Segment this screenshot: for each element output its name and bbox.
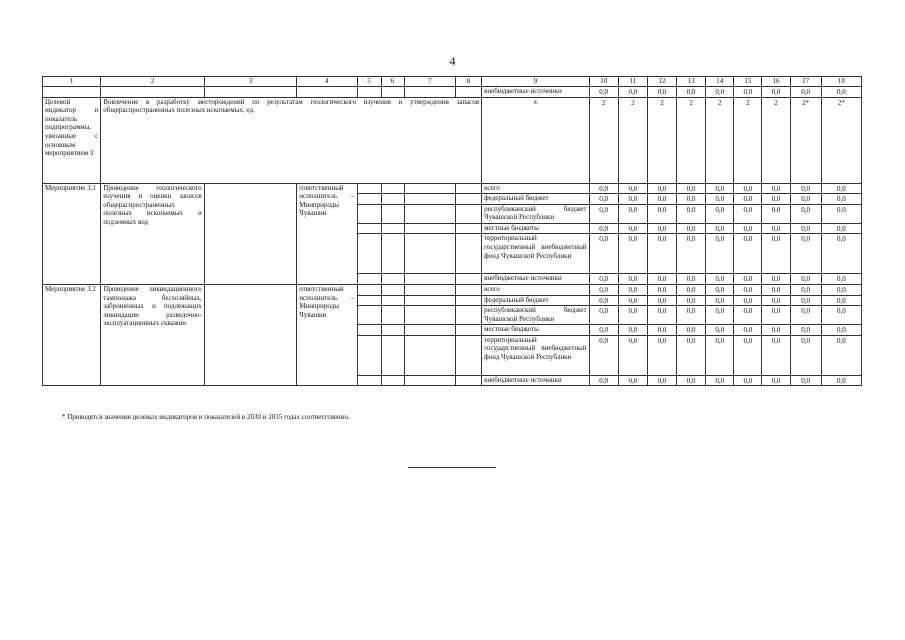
source-name: территориальный государственный внебюджетный фонд Чувашской Республики xyxy=(482,335,590,375)
value-cell: 0,0 xyxy=(821,204,861,223)
empty-cell xyxy=(455,284,481,295)
source-name: внебюджетные источники xyxy=(482,87,590,98)
empty-cell xyxy=(381,183,404,194)
footnote: * Приводятся значения целевых индикаторов и показателей в 2030 и 2035 годах соответственно. xyxy=(62,413,350,421)
measure-row xyxy=(43,183,862,194)
value-cell: 0,0 xyxy=(790,306,821,325)
empty-cell xyxy=(357,375,381,386)
empty-cell xyxy=(357,183,381,194)
value-cell: 0,0 xyxy=(706,284,734,295)
value-cell: 0,0 xyxy=(734,335,762,375)
value-cell: 0,0 xyxy=(589,223,618,234)
value-cell: 0,0 xyxy=(647,234,676,274)
source-name: внебюджетные источники xyxy=(482,375,590,386)
empty-cell xyxy=(455,306,481,325)
value-cell: 0,0 xyxy=(647,194,676,205)
column-number: 1 xyxy=(43,77,101,87)
empty-cell xyxy=(357,306,381,325)
column-number: 4 xyxy=(297,77,357,87)
value-cell: 0,0 xyxy=(677,204,706,223)
value-cell: 0,0 xyxy=(647,335,676,375)
indicator-value: 2 xyxy=(706,97,734,183)
value-cell: 0,0 xyxy=(790,204,821,223)
value-cell: 0,0 xyxy=(618,325,647,336)
indicator-description: Вовлечение в разработку месторождений по результатам геологического изучения и утверждения запасов общераспространенных полезных ископаемых, ед. xyxy=(101,97,482,183)
value-cell: 0,0 xyxy=(706,183,734,194)
value-cell: 0,0 xyxy=(706,87,734,98)
value-cell: 0,0 xyxy=(706,274,734,285)
value-cell: 0,0 xyxy=(677,325,706,336)
value-cell: 0,0 xyxy=(821,325,861,336)
value-cell: 0,0 xyxy=(618,183,647,194)
program-table xyxy=(42,76,862,386)
empty-cell xyxy=(381,194,404,205)
value-cell: 0,0 xyxy=(589,274,618,285)
source-name: внебюджетные источники xyxy=(482,274,590,285)
empty-cell xyxy=(404,284,455,295)
source-name: республиканский бюджет Чувашской Республики xyxy=(482,204,590,223)
empty-cell xyxy=(357,87,381,98)
value-cell: 0,0 xyxy=(821,306,861,325)
empty-cell xyxy=(357,223,381,234)
column-number: 5 xyxy=(357,77,381,87)
value-cell: 0,0 xyxy=(821,274,861,285)
value-cell: 0,0 xyxy=(647,375,676,386)
empty-cell xyxy=(381,223,404,234)
empty-cell xyxy=(404,325,455,336)
value-cell: 0,0 xyxy=(618,284,647,295)
empty-cell xyxy=(204,183,296,284)
column-number: 13 xyxy=(677,77,706,87)
value-cell: 0,0 xyxy=(706,335,734,375)
empty-cell xyxy=(455,234,481,274)
empty-cell xyxy=(455,223,481,234)
source-name: территориальный государственный внебюджетный фонд Чувашской Республики xyxy=(482,234,590,274)
value-cell: 0,0 xyxy=(762,284,790,295)
measure-label: Мероприятие 3.2 xyxy=(43,284,101,385)
value-cell: 0,0 xyxy=(589,335,618,375)
value-cell: 0,0 xyxy=(821,87,861,98)
value-cell: 0,0 xyxy=(589,375,618,386)
empty-cell xyxy=(455,183,481,194)
value-cell: 0,0 xyxy=(734,295,762,306)
value-cell: 0,0 xyxy=(734,274,762,285)
value-cell: 0,0 xyxy=(647,306,676,325)
value-cell: 0,0 xyxy=(677,306,706,325)
column-number: 9 xyxy=(482,77,590,87)
value-cell: 0,0 xyxy=(647,284,676,295)
value-cell: 0,0 xyxy=(677,274,706,285)
empty-cell xyxy=(455,194,481,205)
empty-cell xyxy=(404,274,455,285)
value-cell: 0,0 xyxy=(734,325,762,336)
empty-cell xyxy=(381,204,404,223)
value-cell: 0,0 xyxy=(734,375,762,386)
value-cell: 0,0 xyxy=(589,194,618,205)
value-cell: 0,0 xyxy=(706,306,734,325)
value-cell: 0,0 xyxy=(677,295,706,306)
page-number: 4 xyxy=(449,54,456,68)
value-cell: 0,0 xyxy=(706,204,734,223)
indicator-unit: x xyxy=(482,97,590,183)
value-cell: 0,0 xyxy=(790,325,821,336)
value-cell: 0,0 xyxy=(821,335,861,375)
measure-row xyxy=(43,284,862,295)
empty-cell xyxy=(381,234,404,274)
value-cell: 0,0 xyxy=(734,183,762,194)
empty-cell xyxy=(357,295,381,306)
column-number: 18 xyxy=(821,77,861,87)
empty-cell xyxy=(357,204,381,223)
empty-cell xyxy=(404,183,455,194)
empty-cell xyxy=(404,204,455,223)
value-cell: 0,0 xyxy=(734,87,762,98)
source-name: федеральный бюджет xyxy=(482,194,590,205)
value-cell: 0,0 xyxy=(821,223,861,234)
source-name: всего xyxy=(482,284,590,295)
value-cell: 0,0 xyxy=(618,223,647,234)
value-cell: 0,0 xyxy=(706,234,734,274)
empty-cell xyxy=(381,335,404,375)
value-cell: 0,0 xyxy=(762,306,790,325)
value-cell: 0,0 xyxy=(821,183,861,194)
value-cell: 0,0 xyxy=(734,194,762,205)
value-cell: 0,0 xyxy=(677,284,706,295)
column-number: 12 xyxy=(647,77,676,87)
empty-cell xyxy=(101,87,205,98)
value-cell: 0,0 xyxy=(790,375,821,386)
indicator-value: 2 xyxy=(647,97,676,183)
value-cell: 0,0 xyxy=(589,295,618,306)
empty-cell xyxy=(381,295,404,306)
indicator-row xyxy=(43,97,862,183)
value-cell: 0,0 xyxy=(647,204,676,223)
empty-cell xyxy=(404,87,455,98)
empty-cell xyxy=(357,274,381,285)
value-cell: 0,0 xyxy=(618,274,647,285)
empty-cell xyxy=(455,295,481,306)
value-cell: 0,0 xyxy=(706,295,734,306)
empty-cell xyxy=(455,87,481,98)
value-cell: 0,0 xyxy=(647,295,676,306)
indicator-value: 2* xyxy=(790,97,821,183)
value-cell: 0,0 xyxy=(790,284,821,295)
empty-cell xyxy=(404,223,455,234)
indicator-value: 2 xyxy=(762,97,790,183)
empty-cell xyxy=(381,375,404,386)
empty-cell xyxy=(357,234,381,274)
column-number: 17 xyxy=(790,77,821,87)
value-cell: 0,0 xyxy=(790,194,821,205)
value-cell: 0,0 xyxy=(677,335,706,375)
value-cell: 0,0 xyxy=(647,183,676,194)
column-number: 2 xyxy=(101,77,205,87)
value-cell: 0,0 xyxy=(734,234,762,274)
empty-cell xyxy=(455,325,481,336)
value-cell: 0,0 xyxy=(618,87,647,98)
value-cell: 0,0 xyxy=(734,204,762,223)
value-cell: 0,0 xyxy=(647,274,676,285)
empty-cell xyxy=(404,335,455,375)
empty-cell xyxy=(455,335,481,375)
value-cell: 0,0 xyxy=(821,295,861,306)
value-cell: 0,0 xyxy=(706,325,734,336)
value-cell: 0,0 xyxy=(706,375,734,386)
indicator-value: 2 xyxy=(677,97,706,183)
value-cell: 0,0 xyxy=(647,87,676,98)
value-cell: 0,0 xyxy=(790,335,821,375)
column-number: 16 xyxy=(762,77,790,87)
measure-title: Проведение геологического изучения и оценки запасов общераспространенных полезных ископаемых и подземных вод xyxy=(101,183,205,284)
value-cell: 0,0 xyxy=(790,274,821,285)
value-cell: 0,0 xyxy=(618,306,647,325)
value-cell: 0,0 xyxy=(734,223,762,234)
empty-cell xyxy=(455,204,481,223)
value-cell: 0,0 xyxy=(589,183,618,194)
value-cell: 0,0 xyxy=(762,335,790,375)
empty-cell xyxy=(404,306,455,325)
value-cell: 0,0 xyxy=(821,284,861,295)
empty-cell xyxy=(455,274,481,285)
column-number: 14 xyxy=(706,77,734,87)
column-number: 7 xyxy=(404,77,455,87)
empty-cell xyxy=(404,375,455,386)
column-number: 6 xyxy=(381,77,404,87)
empty-cell xyxy=(357,335,381,375)
source-name: федеральный бюджет xyxy=(482,295,590,306)
value-cell: 0,0 xyxy=(762,194,790,205)
value-cell: 0,0 xyxy=(790,87,821,98)
source-name: республиканский бюджет Чувашской Республики xyxy=(482,306,590,325)
value-cell: 0,0 xyxy=(706,194,734,205)
measure-title: Проведение ликвидационного тампонажа бесхозяйных, заброшенных и подлежащих ликвидации разведочно-эксплуатационных скважин xyxy=(101,284,205,385)
empty-cell xyxy=(381,284,404,295)
value-cell: 0,0 xyxy=(821,234,861,274)
empty-cell xyxy=(357,284,381,295)
value-cell: 0,0 xyxy=(762,325,790,336)
value-cell: 0,0 xyxy=(618,234,647,274)
column-number: 15 xyxy=(734,77,762,87)
measure-label: Мероприятие 3.1 xyxy=(43,183,101,284)
source-name: местные бюджеты xyxy=(482,325,590,336)
value-cell: 0,0 xyxy=(821,375,861,386)
value-cell: 0,0 xyxy=(762,183,790,194)
measure-executor: ответственный исполнитель – Минприроды Чувашии xyxy=(297,183,357,284)
column-number: 3 xyxy=(204,77,296,87)
value-cell: 0,0 xyxy=(677,234,706,274)
indicator-value: 2 xyxy=(734,97,762,183)
column-number: 11 xyxy=(618,77,647,87)
value-cell: 0,0 xyxy=(589,234,618,274)
value-cell: 0,0 xyxy=(762,223,790,234)
indicator-label: Целевой индикатор и показатель подпрограммы, увязанные с основным мероприятием 3 xyxy=(43,97,101,183)
value-cell: 0,0 xyxy=(790,183,821,194)
value-cell: 0,0 xyxy=(821,194,861,205)
empty-cell xyxy=(204,87,296,98)
value-cell: 0,0 xyxy=(762,274,790,285)
column-number: 10 xyxy=(589,77,618,87)
carry-over-row xyxy=(43,87,862,98)
value-cell: 0,0 xyxy=(618,194,647,205)
value-cell: 0,0 xyxy=(618,204,647,223)
indicator-value: 2 xyxy=(618,97,647,183)
value-cell: 0,0 xyxy=(589,306,618,325)
value-cell: 0,0 xyxy=(618,295,647,306)
source-name: местные бюджеты xyxy=(482,223,590,234)
empty-cell xyxy=(381,87,404,98)
closing-line xyxy=(408,467,496,468)
value-cell: 0,0 xyxy=(762,295,790,306)
measure-executor: ответственный исполнитель – Минприроды Чувашии xyxy=(297,284,357,385)
value-cell: 0,0 xyxy=(647,325,676,336)
value-cell: 0,0 xyxy=(589,204,618,223)
value-cell: 0,0 xyxy=(762,204,790,223)
value-cell: 0,0 xyxy=(762,87,790,98)
empty-cell xyxy=(404,194,455,205)
empty-cell xyxy=(455,375,481,386)
empty-cell xyxy=(381,325,404,336)
value-cell: 0,0 xyxy=(589,87,618,98)
value-cell: 0,0 xyxy=(677,223,706,234)
value-cell: 0,0 xyxy=(790,295,821,306)
value-cell: 0,0 xyxy=(790,223,821,234)
indicator-value: 2 xyxy=(589,97,618,183)
column-number: 8 xyxy=(455,77,481,87)
value-cell: 0,0 xyxy=(734,284,762,295)
empty-cell xyxy=(357,194,381,205)
value-cell: 0,0 xyxy=(589,325,618,336)
value-cell: 0,0 xyxy=(618,335,647,375)
empty-cell xyxy=(381,306,404,325)
empty-cell xyxy=(404,234,455,274)
header-number-row xyxy=(43,77,862,87)
empty-cell xyxy=(297,87,357,98)
source-name: всего xyxy=(482,183,590,194)
value-cell: 0,0 xyxy=(734,306,762,325)
value-cell: 0,0 xyxy=(677,375,706,386)
value-cell: 0,0 xyxy=(706,223,734,234)
value-cell: 0,0 xyxy=(677,87,706,98)
empty-cell xyxy=(381,274,404,285)
value-cell: 0,0 xyxy=(762,234,790,274)
empty-cell xyxy=(43,87,101,98)
empty-cell xyxy=(404,295,455,306)
value-cell: 0,0 xyxy=(677,183,706,194)
value-cell: 0,0 xyxy=(790,234,821,274)
value-cell: 0,0 xyxy=(677,194,706,205)
value-cell: 0,0 xyxy=(618,375,647,386)
empty-cell xyxy=(204,284,296,385)
empty-cell xyxy=(357,325,381,336)
value-cell: 0,0 xyxy=(589,284,618,295)
value-cell: 0,0 xyxy=(762,375,790,386)
indicator-value: 2* xyxy=(821,97,861,183)
value-cell: 0,0 xyxy=(647,223,676,234)
